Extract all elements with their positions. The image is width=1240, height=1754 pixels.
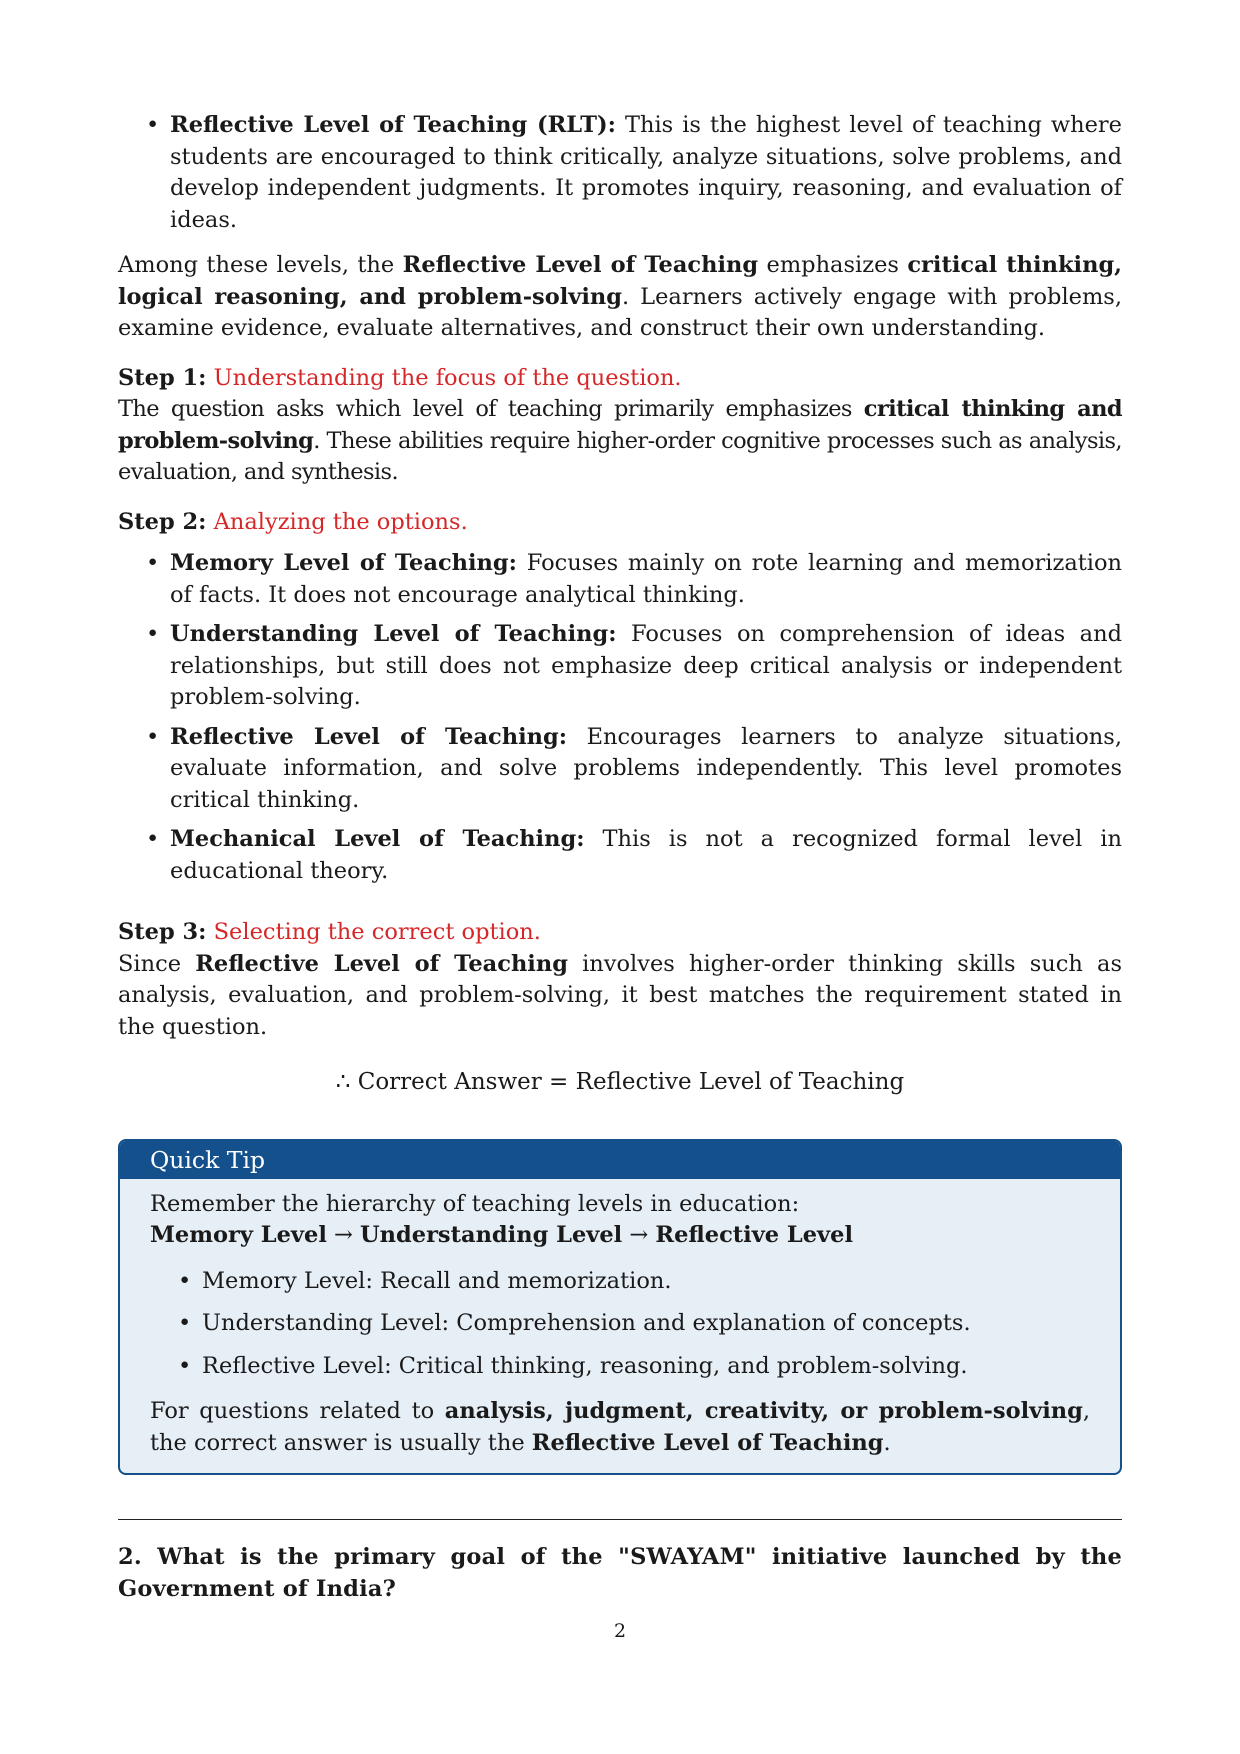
document-page [118, 110, 1122, 1605]
step-1-section [118, 363, 1122, 489]
step-2-section [118, 507, 1122, 888]
term-label: Reflective Level of Teaching (RLT): [170, 112, 616, 138]
text-run: Since [118, 950, 196, 977]
section-divider [118, 1519, 1122, 1520]
option-text: Focuses on comprehension of ideas and relationships, but still does not emphasize deep critical analysis or independent problem-solving. [170, 621, 1122, 710]
summary-paragraph [118, 250, 1122, 345]
option-label: Understanding Level of Teaching: [170, 621, 617, 647]
step-label: Step 3: [118, 919, 207, 945]
list-item [150, 1351, 1090, 1383]
tip-intro: Remember the hierarchy of teaching levels in education: [150, 1190, 800, 1217]
step-3-section [118, 917, 1122, 1043]
text-run: involves higher-order thinking skills such as analysis, evaluation, and problem-solving, it best matches the requirement stated in the question. [118, 950, 1123, 1040]
page-number: 2 [613, 1620, 627, 1642]
bold-run: critical thinking and problem-solving [118, 396, 1122, 454]
text-run: For questions related to [150, 1398, 445, 1424]
hierarchy-level: Understanding Level [360, 1222, 623, 1248]
bullet-icon: • [146, 826, 160, 852]
quick-tip-box [118, 1139, 1122, 1476]
tip-bullet-text: Memory Level: Recall and memorization. [202, 1267, 672, 1294]
list-item [150, 1308, 1090, 1340]
step-title: Selecting the correct option. [213, 919, 541, 945]
tip-bullet-text: Reflective Level: Critical thinking, reasoning, and problem-solving. [202, 1352, 968, 1379]
list-item [118, 619, 1122, 714]
options-list [118, 548, 1122, 887]
option-label: Mechanical Level of Teaching: [170, 826, 585, 852]
step-title: Analyzing the options. [213, 508, 468, 535]
step-3-paragraph [118, 949, 1122, 1044]
bullet-icon: • [178, 1267, 192, 1294]
bullet-icon: • [178, 1352, 192, 1379]
step-1-heading [118, 363, 1122, 395]
arrow-icon: → [629, 1222, 649, 1248]
hierarchy-level: Memory Level [150, 1222, 327, 1248]
text-run: , the correct answer is usually the [150, 1398, 1090, 1456]
bullet-icon: • [146, 723, 160, 750]
list-item [118, 824, 1122, 887]
step-title: Understanding the focus of the question. [213, 364, 682, 391]
bullet-icon: • [146, 621, 160, 647]
tip-bullet-list [150, 1266, 1090, 1383]
option-text: This is not a recognized formal level in educational theory. [170, 826, 1122, 884]
bold-run: analysis, judgment, creativity, or problem-solving [444, 1398, 1083, 1424]
bold-run: critical thinking, logical reasoning, and problem-solving [118, 252, 1123, 310]
hierarchy-level: Reflective Level [655, 1222, 853, 1248]
option-text: Encourages learners to analyze situations, evaluate information, and solve problems independently. This level promotes critical thinking. [170, 723, 1122, 813]
therefore-symbol: ∴ [335, 1069, 351, 1095]
text-run: . These abilities require higher-order cognitive processes such as analysis, evaluation, and synthesis. [118, 427, 1122, 485]
quick-tip-title: Quick Tip [120, 1141, 1120, 1179]
text-run: The question asks which level of teaching primarily emphasizes [118, 396, 864, 422]
bullet-icon: • [146, 550, 160, 576]
next-question-title: 2. What is the primary goal of the "SWAYAM" initiative launched by the Government of India? [118, 1544, 1122, 1602]
correct-answer-equation [118, 1067, 1122, 1099]
step-2-heading [118, 507, 1122, 539]
step-1-paragraph [118, 394, 1122, 489]
option-label: Memory Level of Teaching: [170, 550, 517, 576]
step-3-heading [118, 917, 1122, 949]
list-item [118, 722, 1122, 817]
list-item [118, 548, 1122, 611]
arrow-icon: → [334, 1222, 353, 1248]
bold-run: Reflective Level of Teaching [195, 950, 568, 977]
tip-bullet-text: Understanding Level: Comprehension and explanation of concepts. [202, 1310, 971, 1336]
option-text: Focuses mainly on rote learning and memorization of facts. It does not encourage analytical thinking. [170, 550, 1123, 608]
term-text: This is the highest level of teaching where students are encouraged to think critically, analyze situations, solve problems, and develop independent judgments. It promotes inquiry, reasoning, and evaluation of ideas. [170, 112, 1122, 233]
text-run: . Learners actively engage with problems, examine evidence, evaluate alternatives, and construct their own understanding. [118, 283, 1122, 341]
list-item [150, 1266, 1090, 1298]
text-run: emphasizes [758, 252, 908, 278]
list-item [118, 110, 1122, 236]
step-label: Step 2: [118, 508, 207, 535]
intro-bullet-list [118, 110, 1122, 236]
option-label: Reflective Level of Teaching: [170, 723, 568, 750]
text-run: . [883, 1429, 891, 1456]
bullet-icon: • [178, 1310, 192, 1336]
answer-text: Correct Answer = Reflective Level of Teaching [357, 1069, 905, 1095]
bullet-icon: • [146, 112, 160, 138]
bold-run: Reflective Level of Teaching [531, 1429, 884, 1456]
quick-tip-body [120, 1179, 1120, 1474]
tip-hierarchy [150, 1220, 1090, 1252]
tip-closing-paragraph [150, 1396, 1090, 1459]
text-run: Among these levels, the [118, 252, 403, 278]
step-label: Step 1: [118, 364, 207, 391]
bold-run: Reflective Level of Teaching [402, 252, 759, 278]
